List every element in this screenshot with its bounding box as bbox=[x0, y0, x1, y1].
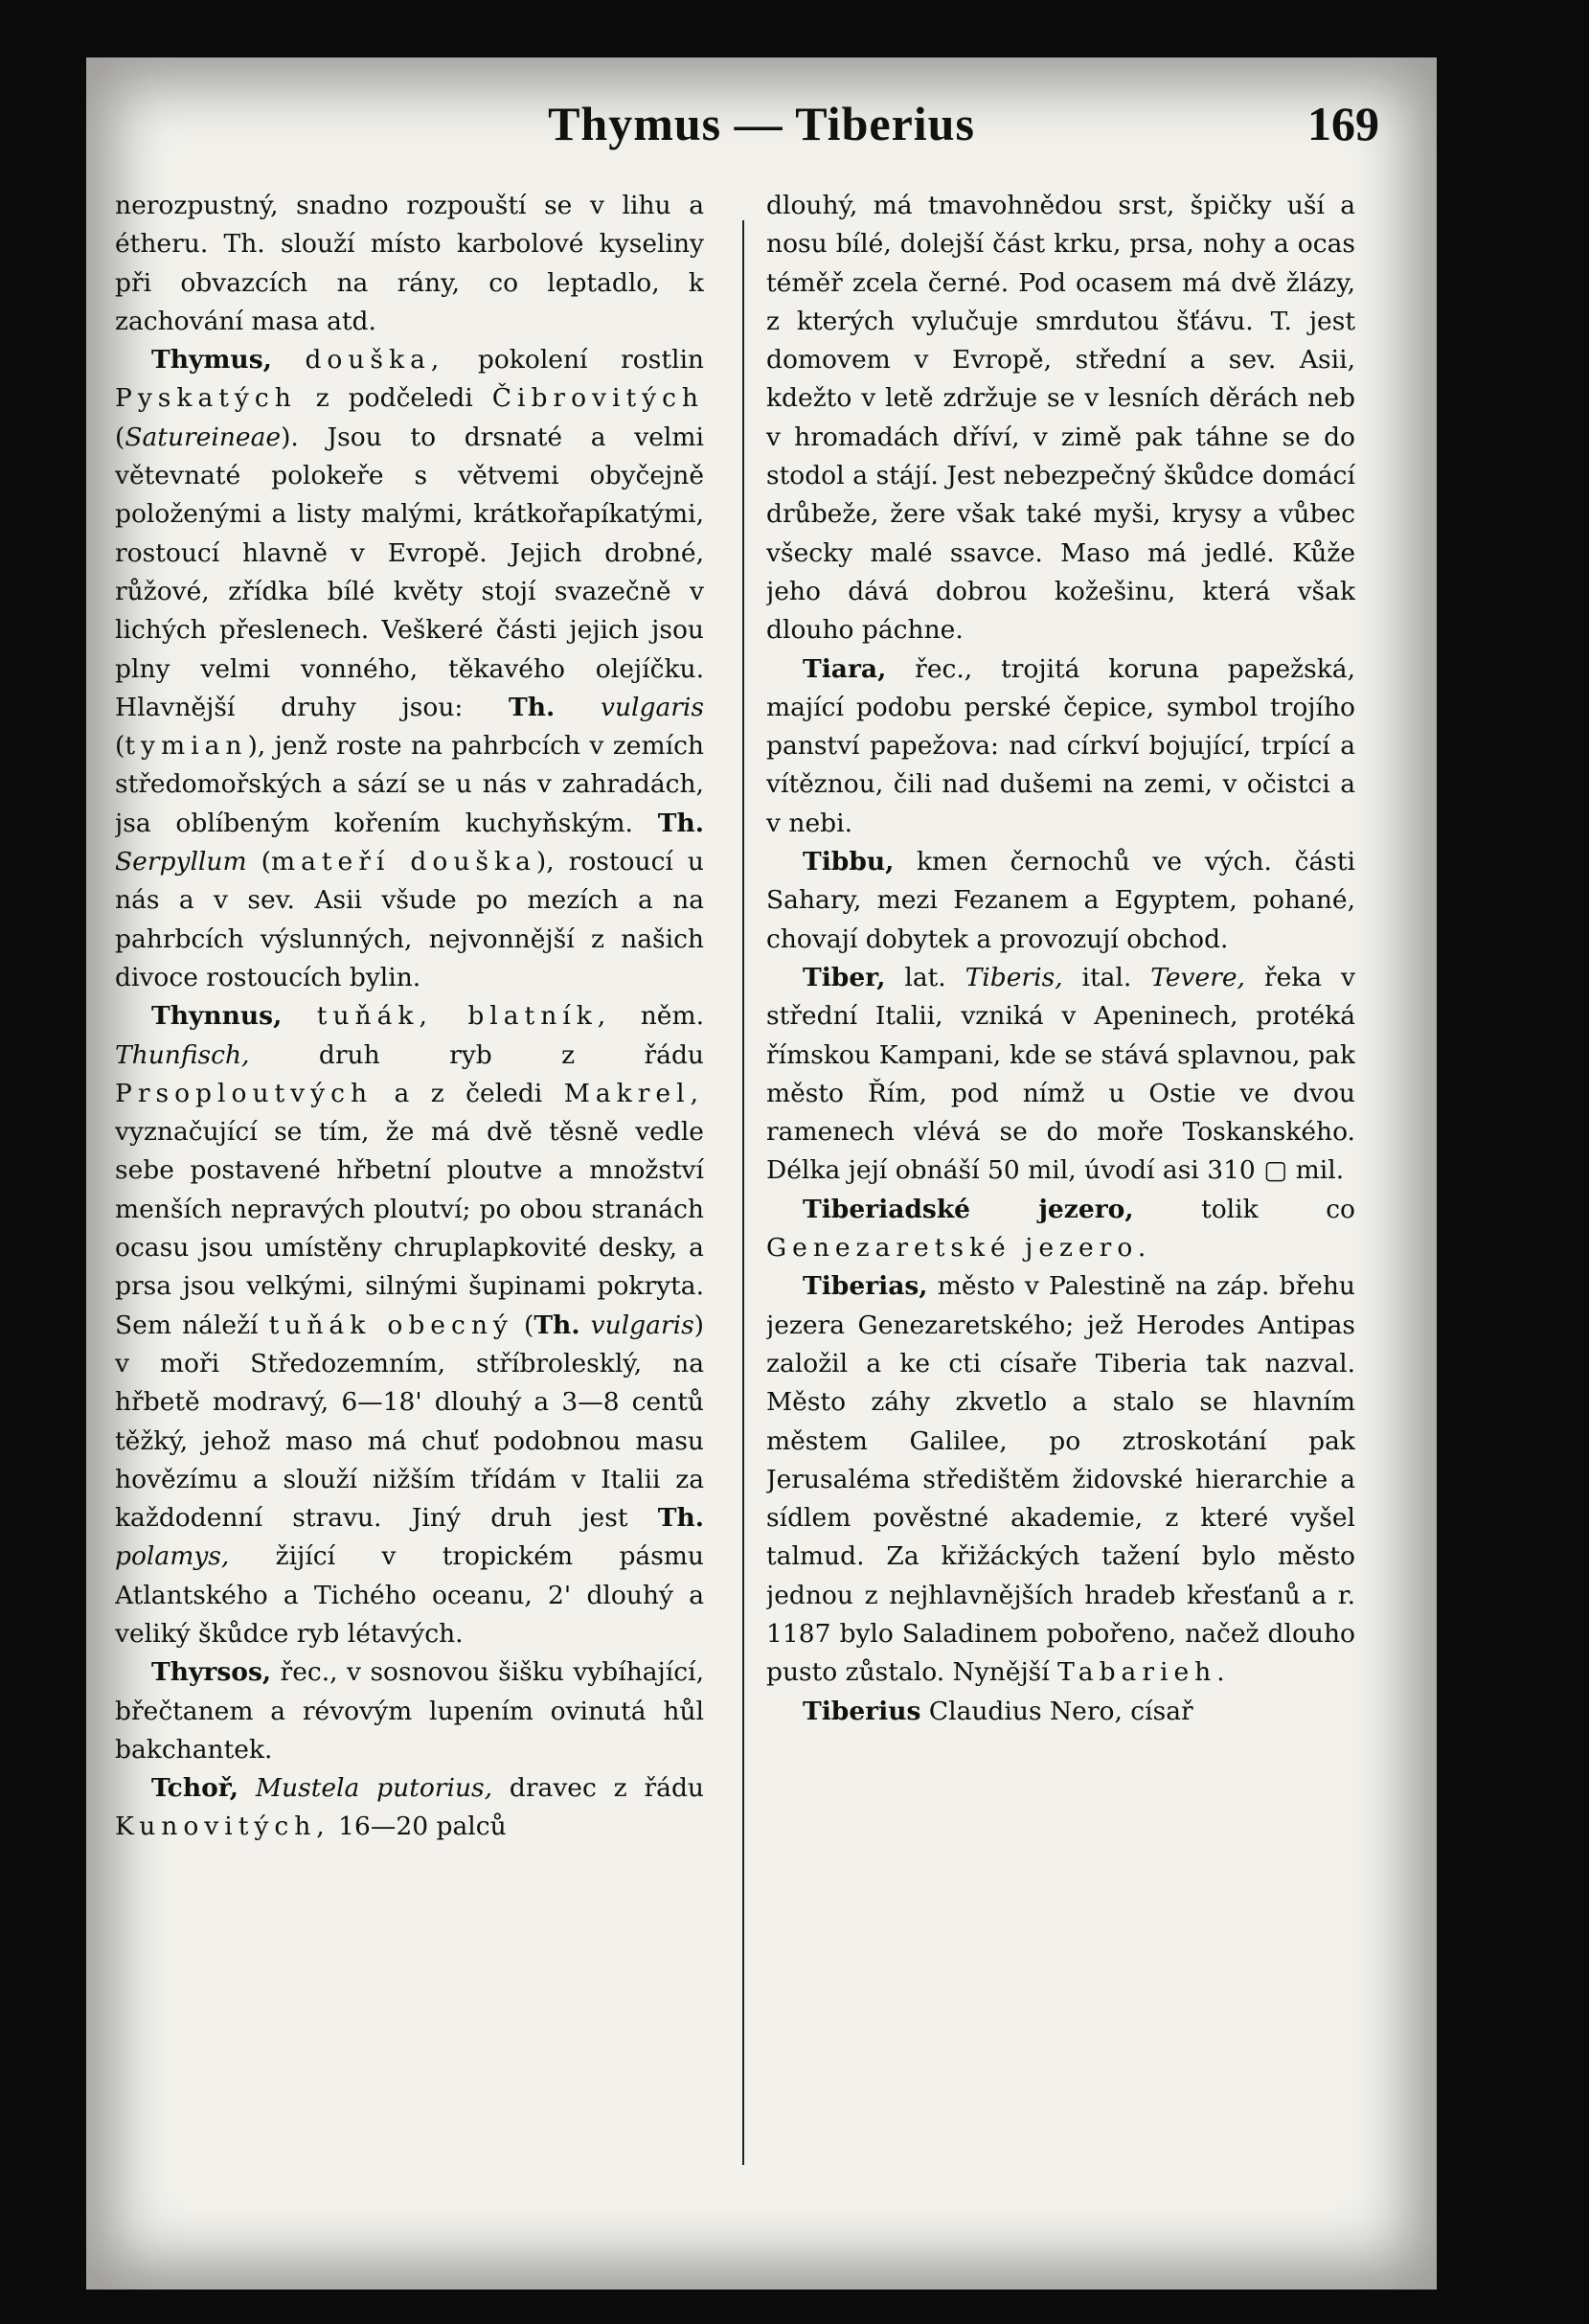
page bbox=[86, 57, 1437, 2290]
entry-tchor-continuation: dlouhý, má tmavohnědou srst, špičky uší a nosu bílé, dolejší část krku, prsa, nohy a ocas téměř zcela černé. Pod ocasem má dvě žlázy, z kterých vylučuje smrdutou šťávu. T. jest domovem v Evropě, střední a sev. Asii, kdežto v letě zdržuje se v lesních děrách neb v hromadách dříví, v zimě pak táhne se do stodol a stájí. Jest nebezpečný škůdce domácí drůbeže, žere však také myši, krysy a vůbec všecky malé ssavce. Maso má jedlé. Kůže jeho dává dobrou kožešinu, která však dlouho páchne. bbox=[766, 191, 1355, 646]
entry-thyrsos: Thyrsos, řec., v sosnovou šišku vybíhající, břečtanem a révovým lupením ovinutá hůl bakchantek. bbox=[115, 1657, 704, 1765]
page-number: 169 bbox=[1307, 97, 1379, 150]
entry-thymus: Thymus, douška, pokolení rostlin Pyskatých z podčeledi Čibrovitých (Satureineae). Jsou to drsnaté a velmi větevnaté polokeře s větvemi obyčejně položenými a listy malými, krátkořapíkatými, rostoucí hlavně v Evropě. Jejich drobné, růžové, zřídka bílé květy stojí svazečně v lichých přeslenech. Veškeré části jejich jsou plny velmi vonného, těkavého olejíčku. Hlavnější druhy jsou: Th. vulgaris (tymian), jenž roste na pahrbcích v zemích středomořských a sází se u nás v zahradách, jsa oblíbeným kořením kuchyňským. Th. Serpyllum (mateří douška), rostoucí u nás a v sev. Asii všude po mezích a na pahrbcích výslunných, nejvonnější z našich divoce rostoucích bylin. bbox=[115, 345, 704, 992]
column-divider bbox=[742, 220, 744, 2165]
running-title: Thymus — Tiberius bbox=[548, 97, 975, 150]
entry-tiber: Tiber, lat. Tiberis, ital. Tevere, řeka v střední Italii, vzniká v Apeninech, protéká římskou Kampani, kde se stává splavnou, pak město Řím, pod nímž u Ostie ve dvou ramenech vlévá se do moře Toskanského. Délka její obnáší 50 mil, úvodí asi 310 ▢ mil. bbox=[766, 962, 1355, 1186]
entry-tiberius: Tiberius Claudius Nero, císař bbox=[803, 1696, 1193, 1726]
right-column bbox=[766, 187, 1355, 2170]
entry-tchor: Tchoř, Mustela putorius, dravec z řádu Kunovitých, 16—20 palců bbox=[115, 1773, 704, 1842]
entry-tiberias: Tiberias, město v Palestině na záp. břehu jezera Genezaretského; jež Herodes Antipas založil a ke cti císaře Tiberia tak nazval. Město záhy zkvetlo a stalo se hlavním městem Galilee, po ztroskotání pak Jerusaléma středištěm židovské hierarchie a sídlem pověstné akademie, z které vyšel talmud. Za křižáckých tažení bylo město jednou z nejhlavnějších hradeb křesťanů a r. 1187 bylo Saladinem pobořeno, načež dlouho pusto zůstalo. Nynější Tabarieh. bbox=[766, 1271, 1355, 1688]
entry-tiara: Tiara, řec., trojitá koruna papežská, mající podobu perské čepice, symbol trojího panství papežova: nad církví bojující, trpící a vítěznou, čili nad dušemi na zemi, v očistci a v nebi. bbox=[766, 653, 1355, 838]
entry-tiberiadske-jezero: Tiberiadské jezero, tolik co Genezaretské jezero. bbox=[766, 1194, 1355, 1264]
left-column bbox=[115, 187, 704, 2170]
entry-continuation: nerozpustný, snadno rozpouští se v lihu a étheru. Th. slouží místo karbolové kyseliny při obvazcích na rány, co leptadlo, k zachování masa atd. bbox=[115, 191, 704, 336]
page-header bbox=[86, 96, 1437, 163]
entry-tibbu: Tibbu, kmen černochů ve vých. části Sahary, mezi Fezanem a Egyptem, pohané, chovají dobytek a provozují obchod. bbox=[766, 847, 1355, 954]
entry-thynnus: Thynnus, tuňák, blatník, něm. Thunfisch, druh ryb z řádu Prsoploutvých a z čeledi Makrel, vyznačující se tím, že má dvě těsně vedle sebe postavené hřbetní ploutve a množství menších nepravých ploutví; po obou stranách ocasu jsou umístěny chruplapkovité desky, a prsa jsou velkými, silnými šupinami pokryta. Sem náleží tuňák obecný (Th. vulgaris) v moři Středozemním, stříbrolesklý, na hřbetě modravý, 6—18' dlouhý a 3—8 centů těžký, jehož maso má chuť podobnou masu hovězímu a slouží nižším třídám v Italii za každodenní stravu. Jiný druh jest Th. polamys, žijící v tropickém pásmu Atlantského a Tichého oceanu, 2' dlouhý a veliký škůdce ryb létavých. bbox=[115, 1001, 704, 1649]
